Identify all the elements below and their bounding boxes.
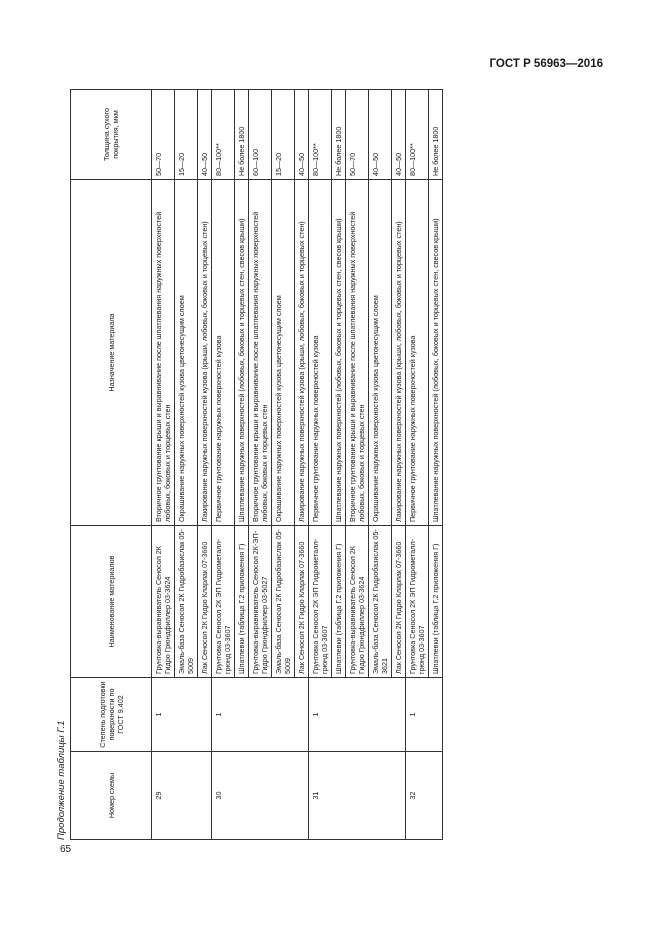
scheme-number-cell: 29 xyxy=(152,752,212,840)
material-name-cell: Шпатлевки (таблица Г.2 приложения Г) xyxy=(332,526,346,678)
rotated-table-block xyxy=(56,90,596,840)
column-header: Номер схемы xyxy=(71,752,152,840)
material-name-cell: Грунтовка-выравниватель Сеносол 2К Гидро Грюндфиллер 03-3624 xyxy=(152,526,175,678)
preparation-degree-cell: 1 xyxy=(406,678,443,752)
material-purpose-cell: Вторичное грунтование крыши и выравнивание после шпатлевания наружных поверхностей лобовых, боковых и торцевых стен xyxy=(346,180,369,526)
preparation-degree-cell: 1 xyxy=(152,678,212,752)
preparation-degree-cell: 1 xyxy=(212,678,309,752)
coating-thickness-cell: 50—70 xyxy=(346,90,369,180)
table-header-row xyxy=(71,90,152,840)
column-header: Назначение материала xyxy=(71,180,152,526)
preparation-degree-cell: 1 xyxy=(309,678,406,752)
coating-thickness-cell: 40—50 xyxy=(392,90,406,180)
table-caption: Продолжение таблицы Г.1 xyxy=(56,720,67,840)
material-purpose-cell: Вторичное грунтование крыши и выравнивание после шпатлевания наружных поверхностей лобовых, боковых и торцевых стен xyxy=(152,180,175,526)
column-header: Степень подготовки поверхности по ГОСТ 9.402 xyxy=(71,678,152,752)
coating-thickness-cell: 80—100** xyxy=(406,90,429,180)
material-purpose-cell: Шпатлевание наружных поверхностей (лобовых, боковых и торцевых стен, свесов крыши) xyxy=(235,180,249,526)
coating-thickness-cell: 80—100** xyxy=(212,90,235,180)
table-row xyxy=(406,90,429,840)
material-name-cell: Лак Сеносол 2К Гидро Кларлак 07-3660 xyxy=(198,526,212,678)
coating-thickness-cell: 40—50 xyxy=(369,90,392,180)
material-purpose-cell: Вторичное грунтование крыши и выравнивание после шпатлевания наружных поверхностей лобовых, боковых и торцевых стен xyxy=(249,180,272,526)
material-name-cell: Лак Сеносол 2К Гидро Кларлак 07-3660 xyxy=(295,526,309,678)
material-purpose-cell: Окрашивание наружных поверхностей кузова цветонесущим слоем xyxy=(175,180,198,526)
material-purpose-cell: Лакирование наружных поверхностей кузова (крыши, лобовых, боковых и торцевых стен) xyxy=(392,180,406,526)
material-purpose-cell: Шпатлевание наружных поверхностей (лобовых, боковых и торцевых стен, свесов крыши) xyxy=(332,180,346,526)
coating-thickness-cell: 15—20 xyxy=(272,90,295,180)
coating-thickness-cell: 80—100** xyxy=(309,90,332,180)
coating-thickness-cell: Не более 1800 xyxy=(429,90,443,180)
material-name-cell: Лак Сеносол 2К Гидро Кларлак 07-3660 xyxy=(392,526,406,678)
material-purpose-cell: Лакирование наружных поверхностей кузова (крыши, лобовых, боковых и торцевых стен) xyxy=(295,180,309,526)
material-name-cell: Эмаль-база Сеносол 2К Гидробазислак 05-3621 xyxy=(369,526,392,678)
coating-thickness-cell: Не более 1800 xyxy=(235,90,249,180)
table-body xyxy=(152,90,443,840)
material-name-cell: Эмаль-база Сеносол 2К Гидробазислак 05-5009 xyxy=(175,526,198,678)
material-purpose-cell: Лакирование наружных поверхностей кузова (крыши, лобовых, боковых и торцевых стен) xyxy=(198,180,212,526)
coating-thickness-cell: Не более 1800 xyxy=(332,90,346,180)
scheme-number-cell: 32 xyxy=(406,752,443,840)
material-name-cell: Грунтовка Сеносол 2К ЭП Гидрометаллгрюнд 03-3607 xyxy=(406,526,429,678)
coating-thickness-cell: 40—50 xyxy=(295,90,309,180)
table-row xyxy=(152,90,175,840)
material-name-cell: Грунтовка Сеносол 2К ЭП Гидрометаллгрюнд 03-3607 xyxy=(309,526,332,678)
material-purpose-cell: Шпатлевание наружных поверхностей (лобовых, боковых и торцевых стен, свесов крыши) xyxy=(429,180,443,526)
coating-thickness-cell: 40—50 xyxy=(198,90,212,180)
material-purpose-cell: Окрашивание наружных поверхностей кузова цветонесущим слоем xyxy=(272,180,295,526)
material-name-cell: Эмаль-база Сеносол 2К Гидробазислак 05-5009 xyxy=(272,526,295,678)
table-area xyxy=(56,90,596,840)
standard-number: ГОСТ Р 56963—2016 xyxy=(489,58,603,70)
material-purpose-cell: Первичное грунтование наружных поверхностей кузова xyxy=(406,180,429,526)
table-row xyxy=(212,90,235,840)
scheme-number-cell: 30 xyxy=(212,752,309,840)
coating-thickness-cell: 50—70 xyxy=(152,90,175,180)
coating-thickness-cell: 15—20 xyxy=(175,90,198,180)
material-purpose-cell: Первичное грунтование наружных поверхностей кузова xyxy=(212,180,235,526)
scheme-number-cell: 31 xyxy=(309,752,406,840)
material-name-cell: Грунтовка-выравниватель Сеносол 2К-ЭП-Гидро Грюндфиллер 03-5027 xyxy=(249,526,272,678)
material-name-cell: Шпатлевки (таблица Г.2 приложения Г) xyxy=(235,526,249,678)
material-name-cell: Грунтовка Сеносол 2К ЭП Гидрометаллгрюнд 03-3607 xyxy=(212,526,235,678)
materials-table xyxy=(70,89,443,840)
material-purpose-cell: Окрашивание наружных поверхностей кузова цветонесущим слоем xyxy=(369,180,392,526)
material-name-cell: Шпатлевки (таблица Г.2 приложения Г) xyxy=(429,526,443,678)
material-name-cell: Грунтовка-выравниватель Сеносол 2К Гидро Грюндфиллер 03-3624 xyxy=(346,526,369,678)
coating-thickness-cell: 60—100 xyxy=(249,90,272,180)
material-purpose-cell: Первичное грунтование наружных поверхностей кузова xyxy=(309,180,332,526)
column-header: Наименование материалов xyxy=(71,526,152,678)
page-number: 65 xyxy=(60,844,72,855)
table-row xyxy=(309,90,332,840)
column-header: Толщина сухого покрытия, мкм xyxy=(71,90,152,180)
